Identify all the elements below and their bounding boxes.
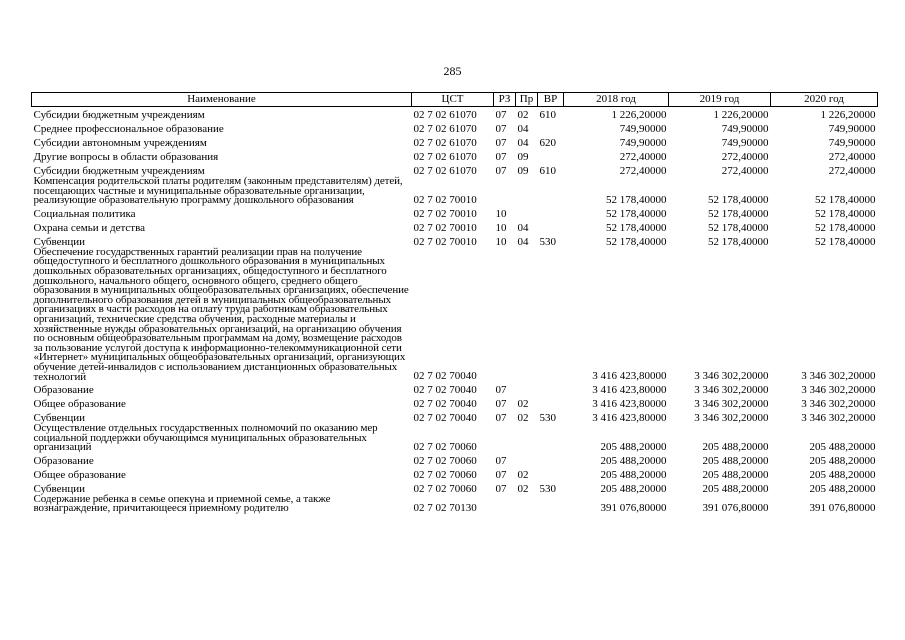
- cell-cst: 02 7 02 70010: [413, 221, 477, 234]
- header-pr: Пр: [516, 93, 538, 107]
- cell-y2020: 1 226,20000: [820, 109, 876, 121]
- header-2019: 2019 год: [669, 93, 771, 107]
- cell-rz: [494, 424, 516, 453]
- cell-pr: [516, 382, 538, 396]
- table-row: [32, 206, 878, 220]
- cell-y2018: 205 488,20000: [600, 454, 667, 467]
- cell-pr: 04: [517, 235, 529, 248]
- cell-pr: 02: [517, 398, 529, 411]
- cell-cst: 02 7 02 70060: [413, 440, 477, 453]
- cell-rz: [494, 248, 516, 382]
- cell-y2018: 3 416 423,80000: [592, 398, 667, 411]
- cell-name: Субсидии бюджетным учреждениям: [33, 165, 205, 177]
- cell-name: Общее образование: [33, 468, 126, 481]
- cell-y2020: 205 488,20000: [809, 468, 876, 481]
- cell-y2019: 205 488,20000: [702, 454, 769, 467]
- cell-vr: [538, 248, 564, 382]
- cell-rz: 10: [495, 235, 507, 248]
- cell-rz: 07: [495, 137, 507, 149]
- cell-name: Охрана семьи и детства: [33, 221, 146, 234]
- header-2020: 2020 год: [771, 93, 878, 107]
- table-header-row: [32, 93, 878, 107]
- cell-name: Субвенции: [33, 412, 86, 425]
- cell-cst: 02 7 02 70010: [413, 193, 477, 206]
- cell-vr: 610: [539, 109, 556, 121]
- table-row: [32, 396, 878, 410]
- cell-rz: 07: [495, 151, 507, 163]
- cell-y2019: 272,40000: [721, 165, 769, 177]
- cell-pr: 04: [517, 123, 529, 135]
- table-row: [32, 382, 878, 396]
- table-row: [32, 495, 878, 514]
- cell-name: Другие вопросы в области образования: [33, 151, 219, 163]
- cell-y2020: 52 178,40000: [815, 207, 876, 220]
- cell-rz: 10: [495, 221, 507, 234]
- table-row: [32, 467, 878, 481]
- cell-rz: [494, 177, 516, 206]
- cell-y2020: 52 178,40000: [815, 221, 876, 234]
- cell-name: Субвенции: [33, 235, 86, 248]
- cell-y2019: 3 346 302,20000: [694, 412, 769, 425]
- cell-y2019: 3 346 302,20000: [694, 370, 769, 383]
- table-row: [32, 149, 878, 163]
- cell-rz: 10: [495, 207, 507, 220]
- cell-y2018: 272,40000: [619, 165, 667, 177]
- cell-y2019: 391 076,80000: [702, 502, 769, 515]
- cell-y2020: 3 346 302,20000: [801, 398, 876, 411]
- cell-cst: 02 7 02 70060: [413, 482, 477, 495]
- cell-cst: 02 7 02 70040: [413, 412, 477, 425]
- cell-vr: [538, 220, 564, 234]
- cell-vr: [538, 396, 564, 410]
- cell-pr: [516, 453, 538, 467]
- cell-vr: 530: [539, 235, 556, 248]
- cell-vr: [538, 467, 564, 481]
- cell-rz: [494, 495, 516, 514]
- cell-rz: 07: [495, 454, 507, 467]
- cell-name: Субвенции: [33, 482, 86, 495]
- cell-rz: 07: [495, 412, 507, 425]
- table-row: [32, 121, 878, 135]
- cell-name: Среднее профессиональное образование: [33, 123, 224, 135]
- cell-y2020: 52 178,40000: [815, 235, 876, 248]
- cell-name: Социальная политика: [33, 207, 136, 220]
- cell-cst: 02 7 02 70010: [413, 235, 477, 248]
- cell-vr: [538, 206, 564, 220]
- cell-y2019: 205 488,20000: [702, 468, 769, 481]
- cell-pr: 02: [517, 109, 529, 121]
- cell-pr: 04: [517, 221, 529, 234]
- cell-y2018: 749,90000: [619, 137, 667, 149]
- table-row: [32, 220, 878, 234]
- table-row: [32, 107, 878, 122]
- cell-cst: 02 7 02 61070: [413, 151, 477, 163]
- cell-y2019: 749,90000: [721, 137, 769, 149]
- cell-y2019: 205 488,20000: [702, 482, 769, 495]
- cell-cst: 02 7 02 61070: [413, 137, 477, 149]
- cell-rz: 07: [495, 468, 507, 481]
- cell-vr: [538, 424, 564, 453]
- cell-vr: 620: [539, 137, 556, 149]
- cell-rz: 07: [495, 482, 507, 495]
- cell-y2020: 3 346 302,20000: [801, 384, 876, 397]
- cell-y2018: 272,40000: [619, 151, 667, 163]
- header-name: Наименование: [32, 93, 412, 107]
- cell-y2020: 205 488,20000: [809, 440, 876, 453]
- cell-y2018: 1 226,20000: [611, 109, 667, 121]
- table-row: [32, 424, 878, 453]
- cell-y2020: 205 488,20000: [809, 482, 876, 495]
- cell-cst: 02 7 02 70060: [413, 454, 477, 467]
- table-row: [32, 248, 878, 382]
- cell-vr: [538, 177, 564, 206]
- cell-y2020: 52 178,40000: [815, 193, 876, 206]
- cell-name: Содержание ребенка в семье опекуна и приемной семье, а также вознаграждение, причитающееся приемному родителю: [33, 492, 331, 515]
- cell-y2018: 205 488,20000: [600, 482, 667, 495]
- cell-vr: 530: [539, 412, 556, 425]
- table-body: [32, 107, 878, 515]
- cell-y2019: 52 178,40000: [708, 193, 769, 206]
- cell-cst: 02 7 02 70040: [413, 384, 477, 397]
- cell-pr: 02: [517, 412, 529, 425]
- cell-y2018: 52 178,40000: [606, 235, 667, 248]
- header-rz: РЗ: [494, 93, 516, 107]
- cell-pr: [516, 177, 538, 206]
- cell-cst: 02 7 02 70040: [413, 370, 477, 383]
- cell-y2019: 3 346 302,20000: [694, 384, 769, 397]
- cell-y2019: 52 178,40000: [708, 235, 769, 248]
- cell-vr: 610: [539, 165, 556, 177]
- cell-vr: [538, 121, 564, 135]
- cell-y2018: 3 416 423,80000: [592, 370, 667, 383]
- header-vr: ВР: [538, 93, 564, 107]
- cell-y2018: 205 488,20000: [600, 440, 667, 453]
- cell-y2018: 52 178,40000: [606, 221, 667, 234]
- cell-y2018: 52 178,40000: [606, 193, 667, 206]
- cell-y2020: 391 076,80000: [809, 502, 876, 515]
- cell-vr: [538, 382, 564, 396]
- cell-y2019: 52 178,40000: [708, 221, 769, 234]
- cell-cst: 02 7 02 70060: [413, 468, 477, 481]
- cell-y2018: 3 416 423,80000: [592, 384, 667, 397]
- cell-y2020: 749,90000: [828, 137, 876, 149]
- cell-name: Общее образование: [33, 398, 126, 411]
- cell-pr: [516, 248, 538, 382]
- page-number: 285: [443, 64, 462, 78]
- cell-pr: [516, 206, 538, 220]
- cell-cst: 02 7 02 61070: [413, 123, 477, 135]
- header-2018: 2018 год: [564, 93, 669, 107]
- cell-pr: [516, 495, 538, 514]
- cell-name: Осуществление отдельных государственных полномочий по оказанию мер социальной поддержки обучающимся муниципальных образовательных организаций: [33, 422, 378, 454]
- cell-pr: 04: [517, 137, 529, 149]
- cell-pr: 09: [517, 165, 529, 177]
- cell-y2019: 3 346 302,20000: [694, 398, 769, 411]
- budget-table: [31, 92, 878, 514]
- table-row: [32, 135, 878, 149]
- cell-y2018: 52 178,40000: [606, 207, 667, 220]
- cell-y2019: 205 488,20000: [702, 440, 769, 453]
- cell-y2020: 272,40000: [828, 151, 876, 163]
- cell-rz: 07: [495, 165, 507, 177]
- cell-name: Обеспечение государственных гарантий реализации прав на получение общедоступного и бесплатного дошкольного образования в муниципальных дошкольных образовательных организациях, общедоступного и бесплатного дошкольного, начального общего, основного общего, среднего общего образования в муниципальных общеобразовательных организациях, обеспечение дополнительного образования детей в муниципальных общеобразовательных организациях в части расходов на оплату труда работникам образовательных организаций, технические средства обучения, расходные материалы и хозяйственные нужды образовательных организаций, на организацию обучения по основным общеобразовательным программам на дому, возмещение расходов за пользование услугой доступа к информационно-телекоммуникационной сети «Интернет» муниципальных общеобразовательных организаций, организующих обучение детей-инвалидов с использованием дистанционных образовательных технологий: [33, 245, 409, 383]
- cell-y2019: 1 226,20000: [713, 109, 769, 121]
- cell-y2018: 3 416 423,80000: [592, 412, 667, 425]
- header-cst: ЦСТ: [412, 93, 494, 107]
- cell-rz: 07: [495, 109, 507, 121]
- cell-vr: [538, 453, 564, 467]
- table-row: [32, 177, 878, 206]
- cell-pr: 09: [517, 151, 529, 163]
- cell-y2019: 272,40000: [721, 151, 769, 163]
- cell-y2019: 749,90000: [721, 123, 769, 135]
- cell-name: Компенсация родительской платы родителям (законным представителям) детей, посещающих частные и муниципальные образовательные организации, реализующие образовательную программу дошкольного образования: [33, 175, 403, 207]
- cell-y2018: 749,90000: [619, 123, 667, 135]
- cell-rz: 07: [495, 398, 507, 411]
- cell-name: Субсидии автономным учреждениям: [33, 137, 207, 149]
- table-row: [32, 453, 878, 467]
- cell-y2020: 749,90000: [828, 123, 876, 135]
- cell-cst: 02 7 02 70010: [413, 207, 477, 220]
- cell-cst: 02 7 02 70130: [413, 502, 477, 515]
- cell-vr: [538, 149, 564, 163]
- cell-cst: 02 7 02 70040: [413, 398, 477, 411]
- cell-vr: [538, 495, 564, 514]
- cell-rz: 07: [495, 123, 507, 135]
- cell-name: Субсидии бюджетным учреждениям: [33, 109, 205, 121]
- cell-y2020: 3 346 302,20000: [801, 412, 876, 425]
- cell-name: Образование: [33, 384, 94, 397]
- cell-cst: 02 7 02 61070: [413, 109, 477, 121]
- cell-y2020: 272,40000: [828, 165, 876, 177]
- cell-rz: 07: [495, 384, 507, 397]
- cell-vr: 530: [539, 482, 556, 495]
- cell-pr: 02: [517, 468, 529, 481]
- cell-pr: [516, 424, 538, 453]
- cell-cst: 02 7 02 61070: [413, 165, 477, 177]
- cell-name: Образование: [33, 454, 94, 467]
- cell-y2020: 3 346 302,20000: [801, 370, 876, 383]
- cell-y2018: 391 076,80000: [600, 502, 667, 515]
- cell-y2019: 52 178,40000: [708, 207, 769, 220]
- cell-pr: 02: [517, 482, 529, 495]
- cell-y2020: 205 488,20000: [809, 454, 876, 467]
- cell-y2018: 205 488,20000: [600, 468, 667, 481]
